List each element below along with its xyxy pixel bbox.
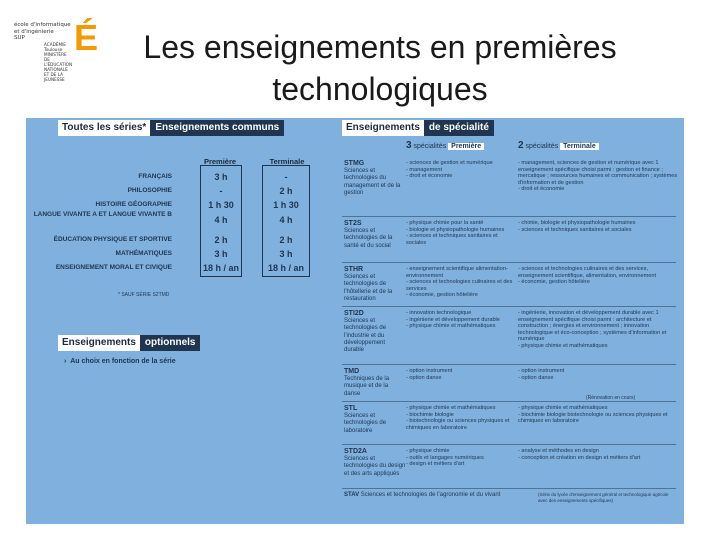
series-name — [344, 405, 406, 435]
series-fullname: Sciences et technologies de l'hôtellerie et de la restauration — [344, 274, 393, 302]
series-fullname: Techniques de la musique et de la danse — [344, 376, 390, 397]
premiere-specialties: - option instrument - option danse — [406, 368, 453, 381]
subject-label: MATHÉMATIQUES — [115, 250, 172, 257]
series-divider — [342, 364, 676, 365]
terminale-specialties: - option instrument - option danse — [518, 368, 565, 381]
terminale-hours: 2 h — [279, 235, 293, 245]
premiere-hours: 3 h — [214, 249, 228, 259]
poster — [26, 118, 684, 524]
subject-label: FRANÇAIS — [138, 173, 172, 180]
terminale-specialties: - management, sciences de gestion et numérique avec 1 enseignement spécifique choisi parmi : gestion et finance ; mercatique ; ressources humaines et communication ; systèmes d'information et de gestion - droit et économie — [518, 160, 678, 193]
premiere-specialties: - physique chimie et mathématiques - biochimie biologie - biotechnologie ou sciences physiques et chimiques en laboratoire — [406, 405, 510, 431]
premiere-specialties: - innovation technologique - ingénierie et développement durable - physique chimie et mathématiques — [406, 310, 500, 330]
logo-text — [14, 22, 74, 82]
logo — [14, 18, 106, 80]
premiere-specialties: - physique chimie pour la santé - biologie et physiopathologie humaines - sciences et techniques sanitaires et sociales — [406, 220, 505, 246]
premiere-hours: 2 h — [214, 235, 228, 245]
logo-letter: É — [74, 17, 99, 58]
in-progress-note: (Rénovation en cours) — [586, 395, 636, 401]
terminale-specialties: - sciences et technologies culinaires et des services, enseignement scientifique, alimentation, environnement - économie, gestion hôtelière — [518, 266, 657, 286]
stav-code: STAV — [344, 492, 360, 498]
col2-count: 2 — [518, 140, 524, 151]
series-code: STMG — [344, 160, 365, 167]
terminale-hours: 1 h 30 — [273, 200, 299, 210]
stav-note: (Série du lycée d'enseignement général et technologique agricole avec des enseignements spécifiques) — [538, 492, 669, 503]
subject-label: LANGUE VIVANTE A ET LANGUE VIVANTE B — [33, 211, 172, 218]
series-code: STHR — [344, 266, 364, 273]
specialty-header — [342, 120, 494, 136]
optional-item — [64, 358, 176, 365]
col-premiere-header: Première — [203, 157, 237, 166]
series-fullname: Sciences et technologies du design et des arts appliqués — [344, 456, 406, 477]
logo-line: ACADÉMIE — [44, 41, 66, 47]
series-fullname: Sciences et technologies de la santé et du social — [344, 228, 393, 249]
col2-badge: Terminale — [560, 143, 599, 150]
col1-heading — [406, 140, 484, 151]
col2-label: spécialités — [525, 143, 559, 150]
subject-label: PHILOSOPHIE — [127, 187, 172, 194]
terminale-specialties: - chimie, biologie et physiopathologie humaines - sciences et techniques sanitaires et sociales — [518, 220, 636, 233]
series-fullname: Sciences et technologies du management et de la gestion — [344, 168, 401, 196]
series-divider — [342, 401, 676, 402]
series-name — [344, 220, 406, 250]
terminale-hours: 18 h / an — [267, 263, 304, 273]
premiere-hours: 3 h — [214, 172, 228, 182]
terminale-hours: 4 h — [279, 215, 293, 225]
col1-badge: Première — [448, 143, 484, 150]
premiere-specialties: - sciences de gestion et numérique - management - droit et économie — [406, 160, 493, 180]
logo-line: JEUNESSE — [44, 76, 65, 82]
subject-label: ÉDUCATION PHYSIQUE ET SPORTIVE — [53, 236, 172, 243]
chevron-right-icon: › — [64, 358, 67, 365]
logo-line: Toulouse — [44, 46, 63, 52]
stav-divider — [342, 488, 676, 489]
col1-count: 3 — [406, 140, 412, 151]
series-divider — [342, 216, 676, 217]
logo-line: DE L'ÉDUCATION — [44, 56, 73, 67]
common-footnote: * SAUF SÉRIE S2TMD — [118, 292, 170, 298]
series-divider — [342, 262, 676, 263]
premiere-hours: 4 h — [214, 215, 228, 225]
terminale-specialties: - physique chimie et mathématiques - biochimie biologie biotechnologie ou sciences physiques et chimiques en laboratoire — [518, 405, 668, 425]
col-terminale-header: Terminale — [269, 157, 305, 166]
terminale-specialties: - analyse et méthodes en design - conception et création en design et métiers d'art — [518, 448, 641, 461]
premiere-hours: 18 h / an — [202, 263, 239, 273]
terminale-specialties: - ingénierie, innovation et développement durable avec 1 enseignement spécifique choisi parmi : architecture et construction ; énergies et environnement ; innovation technologique et éco-conception ; systèmes d'information et numérique - physique chimie et mathématiques — [518, 310, 667, 349]
series-divider — [342, 444, 676, 445]
stav-text: Sciences et technologies de l'agronomie et du vivant — [360, 492, 501, 498]
optional-header-white: Enseignements — [58, 335, 140, 351]
slide-title: Les enseignements en premières technologiques — [143, 29, 617, 107]
premiere-specialties: - physique chimie - outils et langages numériques - design et métiers d'art — [406, 448, 484, 468]
common-header — [58, 120, 284, 136]
series-name — [344, 448, 406, 478]
premiere-hours: - — [219, 186, 223, 196]
series-divider — [342, 306, 676, 307]
series-code: TMD — [344, 368, 360, 375]
logo-line: ET DE LA — [44, 71, 64, 77]
terminale-hours: 2 h — [279, 186, 293, 196]
col1-label: spécialités — [413, 143, 447, 150]
logo-line: SUP — [14, 35, 25, 42]
series-fullname: Sciences et technologies de l'industrie et du développement durable — [344, 318, 387, 354]
series-fullname: Sciences et technologies de laboratoire — [344, 413, 387, 434]
specialty-header-white: Enseignements — [342, 120, 424, 136]
logo-line: et d'ingénierie — [14, 28, 54, 35]
logo-line: NATIONALE — [44, 66, 68, 72]
optional-item-label: Au choix en fonction de la série — [70, 358, 176, 365]
stav-row — [344, 492, 534, 498]
series-name — [344, 368, 406, 398]
series-name — [344, 266, 406, 303]
premiere-specialties: - enseignement scientifique alimentation-environnement - sciences et technologies culinaires et des services - économie, gestion hôtelière — [406, 266, 513, 299]
series-code: STL — [344, 405, 358, 412]
series-code: STI2D — [344, 310, 364, 317]
subject-label: ENSEIGNEMENT MORAL ET CIVIQUE — [55, 264, 172, 271]
common-header-white: Toutes les séries* — [58, 120, 150, 136]
specialty-header-dark: de spécialité — [424, 120, 494, 136]
series-name — [344, 160, 406, 197]
logo-line: école d'informatique — [14, 22, 71, 28]
common-header-dark: Enseignements communs — [150, 120, 284, 136]
terminale-hours: - — [284, 172, 288, 182]
terminale-hours: 3 h — [279, 249, 293, 259]
col2-heading — [518, 140, 599, 151]
series-code: STD2A — [344, 448, 367, 455]
series-code: ST2S — [344, 220, 362, 227]
optional-header — [58, 335, 200, 351]
series-name — [344, 310, 406, 354]
optional-header-dark: optionnels — [140, 335, 201, 351]
subject-label: HISTOIRE GÉOGRAPHIE — [95, 201, 172, 208]
premiere-hours: 1 h 30 — [208, 200, 234, 210]
logo-line: MINISTÈRE — [44, 51, 67, 57]
